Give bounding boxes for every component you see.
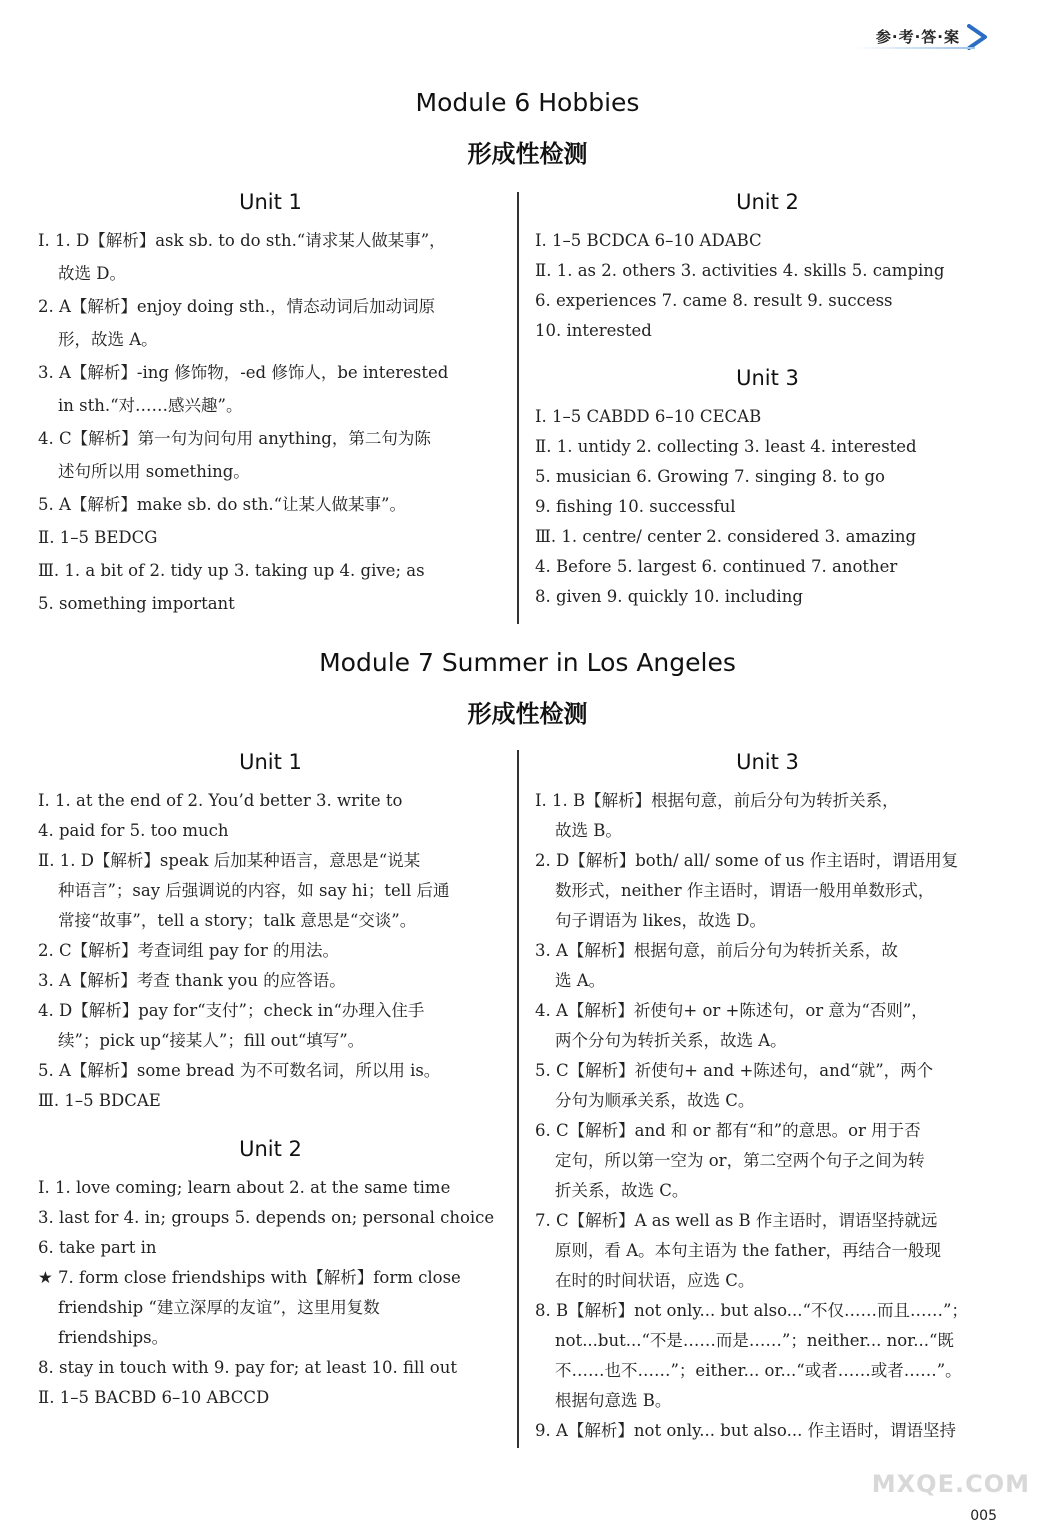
answer-line: Ⅰ. 1–5 CABDD 6–10 CECAB	[535, 407, 762, 426]
answer-line: 2. C【解析】考查词组 pay for 的用法。	[38, 941, 339, 960]
answer-line: Ⅲ. 1. centre/ center 2. considered 3. amazing	[535, 527, 917, 546]
answer-line: Ⅰ. 1. love coming; learn about 2. at the same time	[38, 1178, 451, 1197]
answer-line: 5. A【解析】some bread 为不可数名词，所以用 is。	[38, 1061, 441, 1080]
answer-line: Ⅱ. 1–5 BEDCG	[38, 528, 158, 547]
answer-line: 6. take part in	[38, 1238, 157, 1257]
answer-line: 5. musician 6. Growing 7. singing 8. to go	[535, 467, 885, 486]
column-divider	[517, 192, 519, 624]
answer-line: 4. D【解析】pay for“支付”；check in“办理入住手	[38, 1001, 425, 1020]
answer-line: 定句，所以第一空为 or，第二空两个句子之间为转	[555, 1151, 925, 1170]
answer-line: Ⅰ. 1. B【解析】根据句意，前后分句为转折关系，	[535, 791, 899, 810]
module-7-subtitle: 形成性检测	[467, 700, 588, 728]
answer-line: Ⅲ. 1–5 BDCAE	[38, 1091, 161, 1110]
answer-line: Ⅰ. 1–5 BCDCA 6–10 ADABC	[535, 231, 762, 250]
unit-title: Unit 3	[736, 750, 799, 774]
answer-line: Ⅱ. 1–5 BACBD 6–10 ABCCD	[38, 1388, 270, 1407]
m6-unit3	[535, 366, 1000, 612]
answer-line: 3. A【解析】考查 thank you 的应答语。	[38, 971, 346, 990]
answer-line: 7. C【解析】A as well as B 作主语时，谓语坚持就远	[535, 1211, 938, 1230]
unit-title: Unit 3	[736, 366, 799, 390]
answer-line: 折关系，故选 C。	[555, 1181, 689, 1200]
answer-line: Ⅲ. 1. a bit of 2. tidy up 3. taking up 4. give; as	[38, 561, 425, 580]
answer-line: Ⅰ. 1. D【解析】ask sb. to do sth.“请求某人做某事”，	[38, 231, 446, 250]
answer-line: 4. C【解析】第一句为问句用 anything，第二句为陈	[38, 429, 431, 448]
answer-line: Ⅱ. 1. as 2. others 3. activities 4. skills 5. camping	[535, 261, 945, 280]
answer-line: 形，故选 A。	[58, 330, 158, 349]
answer-line: 4. Before 5. largest 6. continued 7. another	[535, 557, 898, 576]
answer-line: Ⅱ. 1. untidy 2. collecting 3. least 4. interested	[535, 437, 917, 456]
answer-line: 6. C【解析】and 和 or 都有“和”的意思。or 用于否	[535, 1121, 921, 1140]
answer-line: 4. A【解析】祈使句+ or +陈述句，or 意为“否则”，	[535, 1001, 928, 1020]
unit-title: Unit 1	[239, 750, 302, 774]
answer-line: 8. stay in touch with 9. pay for; at least 10. fill out	[38, 1358, 457, 1377]
answer-line: 故选 B。	[555, 821, 622, 840]
m6-unit1	[38, 190, 503, 620]
unit-title: Unit 1	[239, 190, 302, 214]
m7-unit3	[535, 750, 1000, 1446]
answer-line: 3. A【解析】根据句意，前后分句为转折关系，故	[535, 941, 898, 960]
answer-line: 续”；pick up“接某人”；fill out“填写”。	[58, 1031, 365, 1050]
answer-line: 故选 D。	[58, 264, 126, 283]
header-tag: 参·考·答·案	[875, 28, 960, 46]
m7-unit2	[38, 1137, 503, 1413]
m7-unit1	[38, 750, 503, 1116]
answer-line: 9. fishing 10. successful	[535, 497, 736, 516]
answer-line: 5. C【解析】祈使句+ and +陈述句，and“就”，两个	[535, 1061, 934, 1080]
answer-line: 种语言”；say 后强调说的内容，如 say hi；tell 后通	[58, 881, 450, 900]
answer-line: 3. A【解析】-ing 修饰物，-ed 修饰人，be interested	[38, 363, 449, 382]
unit-title: Unit 2	[736, 190, 799, 214]
answer-line: 数形式，neither 作主语时，谓语一般用单数形式，	[555, 881, 935, 900]
answer-line: friendships。	[58, 1328, 169, 1347]
answer-line: 句子谓语为 likes，故选 D。	[555, 911, 767, 930]
answer-line: ★ 7. form close friendships with【解析】form close	[38, 1268, 461, 1287]
answer-line: 2. A【解析】enjoy doing sth.，情态动词后加动词原	[38, 297, 436, 316]
answer-line: 10. interested	[535, 321, 652, 340]
answer-line: 2. D【解析】both/ all/ some of us 作主语时，谓语用复	[535, 851, 959, 870]
column-divider	[517, 750, 519, 1448]
answer-line: 8. B【解析】not only... but also...“不仅……而且……”；	[535, 1301, 968, 1320]
answer-line: friendship “建立深厚的友谊”，这里用复数	[58, 1298, 380, 1317]
unit-title: Unit 2	[239, 1137, 302, 1161]
answer-line: 6. experiences 7. came 8. result 9. success	[535, 291, 893, 310]
answer-line: 原则，看 A。本句主语为 the father，再结合一般现	[555, 1241, 942, 1260]
answer-line: 3. last for 4. in; groups 5. depends on; personal choice	[38, 1208, 495, 1227]
page-number: 005	[970, 1508, 997, 1524]
answer-line: 9. A【解析】not only... but also... 作主语时，谓语坚持	[535, 1421, 957, 1440]
answer-line: Ⅰ. 1. at the end of 2. You’d better 3. write to	[38, 791, 403, 810]
answer-line: 选 A。	[555, 971, 606, 990]
module-6-title: Module 6 Hobbies	[415, 88, 640, 117]
answer-line: 根据句意选 B。	[555, 1391, 672, 1410]
header-rule	[855, 47, 975, 49]
answer-line: 5. A【解析】make sb. do sth.“让某人做某事”。	[38, 495, 406, 514]
module-6-subtitle: 形成性检测	[467, 140, 588, 168]
answer-line: Ⅱ. 1. D【解析】speak 后加某种语言，意思是“说某	[38, 851, 421, 870]
answer-line: 5. something important	[38, 594, 235, 613]
answer-line: 4. paid for 5. too much	[38, 821, 229, 840]
answer-line: 常接“故事”，tell a story；talk 意思是“交谈”。	[58, 911, 417, 930]
m6-unit2	[535, 190, 1000, 346]
answer-line: 不……也不……”；either... or...“或者……或者……”。	[555, 1361, 962, 1380]
answer-line: 8. given 9. quickly 10. including	[535, 587, 803, 606]
watermark: MXQE.COM	[871, 1470, 1030, 1498]
module-7-title: Module 7 Summer in Los Angeles	[319, 648, 736, 677]
answer-line: 述句所以用 something。	[58, 462, 250, 481]
answer-line: in sth.“对……感兴趣”。	[58, 396, 243, 415]
answer-line: 分句为顺承关系，故选 C。	[555, 1091, 755, 1110]
answer-line: 两个分句为转折关系，故选 A。	[555, 1031, 787, 1050]
answer-line: not...but...“不是……而是……”；neither... nor...“既	[555, 1331, 954, 1350]
answer-line: 在时的时间状语，应选 C。	[555, 1271, 755, 1290]
